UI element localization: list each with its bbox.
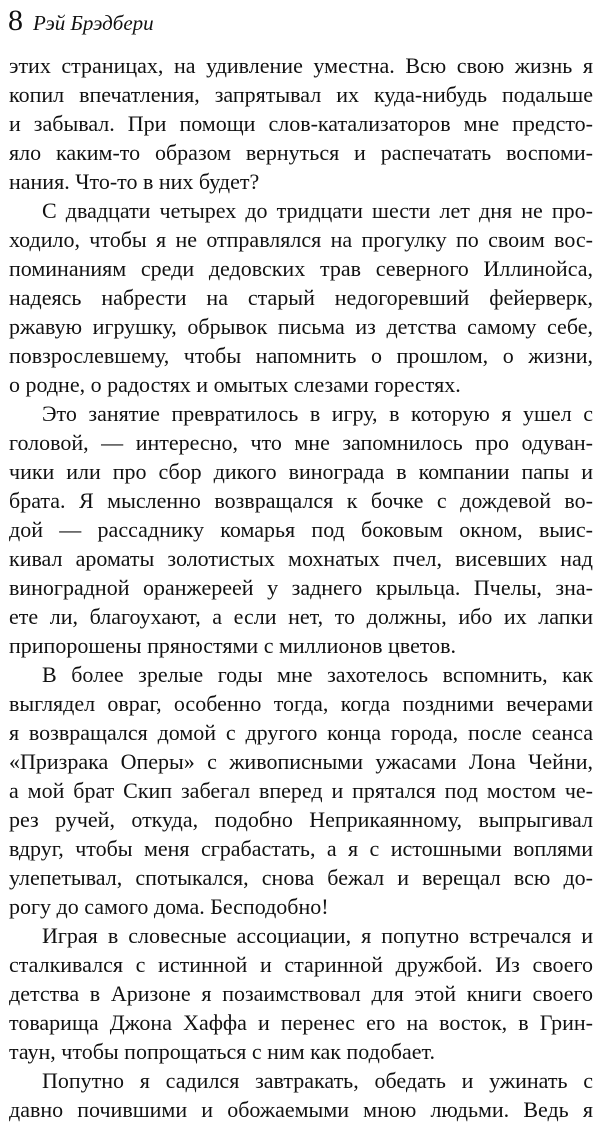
text-line: рогу до самого дома. Бесподобно! [9,894,329,919]
text-line: ете ли, благоухают, а если нет, то должны, ибо их лапки [9,604,593,629]
text-line: давно почившими и обожаемыми мною людьми. Ведь я [9,1097,593,1122]
text-line: Играя в словесные ассоциации, я попутно встречался и [42,923,593,948]
text-line: поминаниям среди дедовских трав северного Иллинойса, [9,256,593,281]
text-line: кивал ароматы золотистых мохнатых пчел, висевших над [9,546,593,571]
text-line: головой, — интересно, что мне запомнилось про одуван- [9,430,593,455]
text-line: улепетывал, спотыкался, снова бежал и верещал всю до- [9,865,593,890]
text-line: чики или про сбор дикого винограда в компании папы и [9,459,593,484]
text-line: сталкивался с истинной и старинной дружбой. Из своего [9,952,593,977]
text-line: детства в Аризоне я позаимствовал для этой книги своего [9,981,593,1006]
text-line: таун, чтобы попрощаться с ним как подобает. [9,1039,435,1064]
text-line: о родне, о радостях и омытых слезами горестях. [9,372,461,397]
text-line: а мой брат Скип забегал вперед и прятался под мостом че- [9,778,593,803]
text-line: рез ручей, откуда, подобно Неприкаянному, выпрыгивал [9,807,593,832]
text-line: этих страницах, на удивление уместна. Всю свою жизнь я [9,53,593,78]
text-line: брата. Я мысленно возвращался к бочке с дождевой во- [9,488,593,513]
text-line: ржавую игрушку, обрывок письма из детства самому себе, [9,314,593,339]
body-text [9,51,593,1124]
text-line: я возвращался домой с другого конца города, после сеанса [9,720,593,745]
text-line: и забывал. При помощи слов-катализаторов мне предсто- [9,111,593,136]
text-line: надеясь набрести на старый недогоревший фейерверк, [9,285,593,310]
text-line: выглядел овраг, особенно тогда, когда поздними вечерами [9,691,593,716]
text-line: «Призрака Оперы» с живописными ужасами Лона Чейни, [9,749,593,774]
text-line: яло каким-то образом вернуться и распечатать воспоми- [9,140,593,165]
text-line: копил впечатления, запрятывал их куда-нибудь подальше [9,82,593,107]
running-head [8,4,154,38]
author-name: Рэй Брэдбери [33,11,154,35]
text-line: виноградной оранжереей у заднего крыльца. Пчелы, зна- [9,575,593,600]
page-number: 8 [8,4,23,37]
text-line: дой — рассаднику комарья под боковым окном, выис- [9,517,593,542]
text-line: ходило, чтобы я не отправлялся на прогулку по своим вос- [9,227,593,252]
text-line: В более зрелые годы мне захотелось вспомнить, как [42,662,593,687]
text-line: повзрослевшему, чтобы напомнить о прошлом, о жизни, [9,343,593,368]
text-line: С двадцати четырех до тридцати шести лет дня не про- [42,198,593,223]
text-line: припорошены пряностями с миллионов цветов. [9,633,457,658]
text-line: нания. Что-то в них будет? [9,169,260,194]
text-line: Это занятие превратилось в игру, в которую я ушел с [42,401,593,426]
text-line: вдруг, чтобы меня сграбастать, а я с истошными воплями [9,836,593,861]
text-line: Попутно я садился завтракать, обедать и ужинать с [42,1068,593,1093]
text-line: товарища Джона Хаффа и перенес его на восток, в Грин- [9,1010,593,1035]
